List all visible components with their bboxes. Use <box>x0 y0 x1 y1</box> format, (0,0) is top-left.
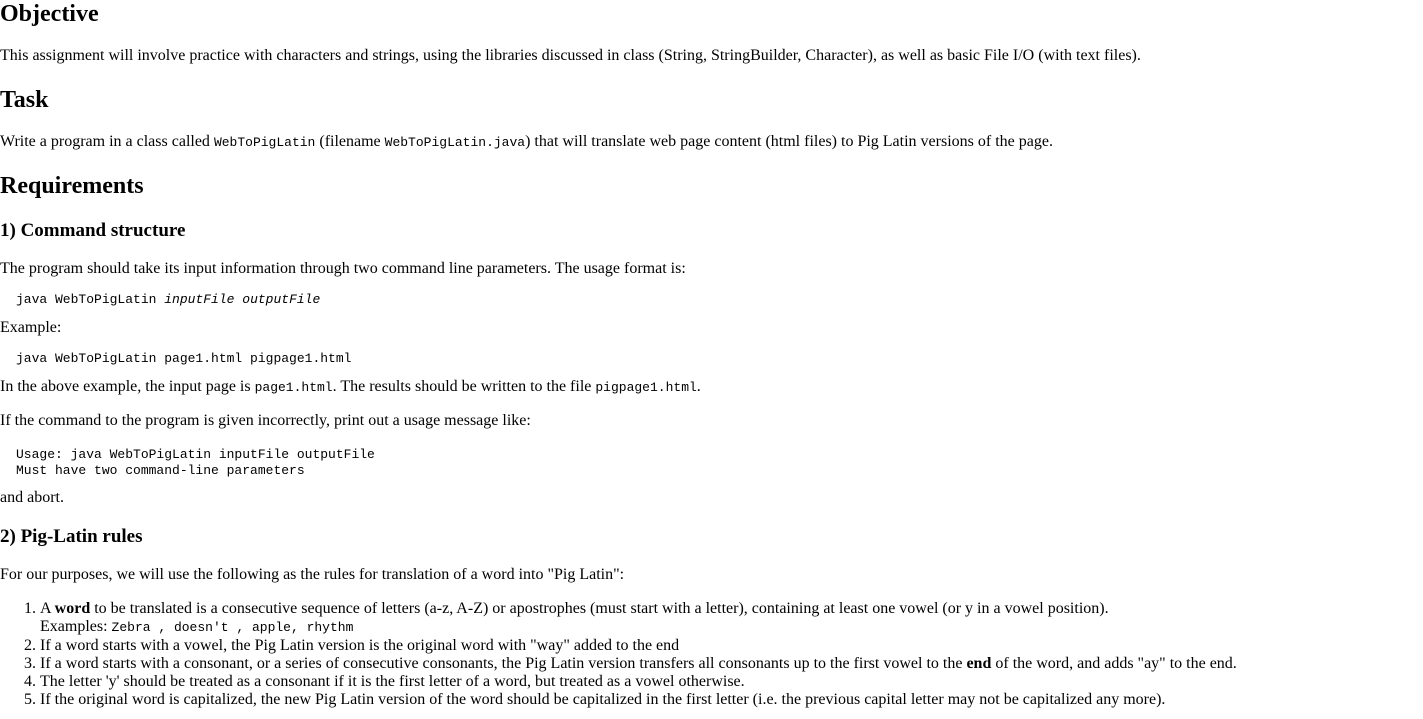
word-examples: Examples: Zebra , doesn't , apple, rhythm <box>40 618 354 635</box>
requirements-heading: Requirements <box>0 173 144 199</box>
task-text: Write a program in a class called WebToPigLatin (filename WebToPigLatin.java) that will translate web page content (html files) to Pig Latin versions of the page. <box>0 133 1053 150</box>
example-label: Example: <box>0 319 62 336</box>
rules-list <box>0 600 1423 709</box>
usage-message-code: Usage: java WebToPigLatin inputFile outputFile Must have two command-line parameters <box>16 447 375 478</box>
command-intro-text: The program should take its input information through two command line parameters. The usage format is: <box>0 260 686 277</box>
usage-format-code: java WebToPigLatin inputFile outputFile <box>16 292 321 307</box>
output-file-code: pigpage1.html <box>595 380 697 395</box>
objective-heading: Objective <box>0 1 99 27</box>
command-structure-heading: 1) Command structure <box>0 220 186 241</box>
examples-code: Zebra , doesn't , apple, rhythm <box>111 620 354 635</box>
class-name-code: WebToPigLatin <box>213 135 316 150</box>
abort-text: and abort. <box>0 489 64 506</box>
list-item: 5. If the original word is capitalized, the new Pig Latin version of the word should be capitalized in the first letter (i.e. the previous capital letter may not be capitalized any more). <box>40 691 1423 709</box>
list-item: 3. If a word starts with a consonant, or a series of consecutive consonants, the Pig Latin version transfers all consonants up to the first vowel to the end of the word, and adds "ay" to the end. <box>40 655 1423 673</box>
list-item: 2. If a word starts with a vowel, the Pig Latin version is the original word with "way" added to the end <box>40 637 1423 655</box>
list-item: 1. A word to be translated is a consecutive sequence of letters (a-z, A-Z) or apostrophes (must start with a letter), containing at least one vowel (or y in a vowel position). Examples: Zebra , doesn't , apple, rhythm <box>40 600 1423 637</box>
input-file-code: page1.html <box>254 380 333 395</box>
objective-text: This assignment will involve practice with characters and strings, using the libraries discussed in class (String, StringBuilder, Character), as well as basic File I/O (with text files). <box>0 47 1141 64</box>
pig-latin-rules-heading: 2) Pig-Latin rules <box>0 526 143 547</box>
example-explanation-text: In the above example, the input page is page1.html. The results should be written to the file pigpage1.html. <box>0 378 701 395</box>
file-name-code: WebToPigLatin.java <box>384 135 526 150</box>
incorrect-command-text: If the command to the program is given incorrectly, print out a usage message like: <box>0 412 531 429</box>
example-command-code: java WebToPigLatin page1.html pigpage1.html <box>16 351 352 366</box>
list-item: 4. The letter 'y' should be treated as a consonant if it is the first letter of a word, but treated as a vowel otherwise. <box>40 673 1423 691</box>
rules-intro-text: For our purposes, we will use the following as the rules for translation of a word into "Pig Latin": <box>0 566 625 583</box>
task-heading: Task <box>0 87 49 113</box>
